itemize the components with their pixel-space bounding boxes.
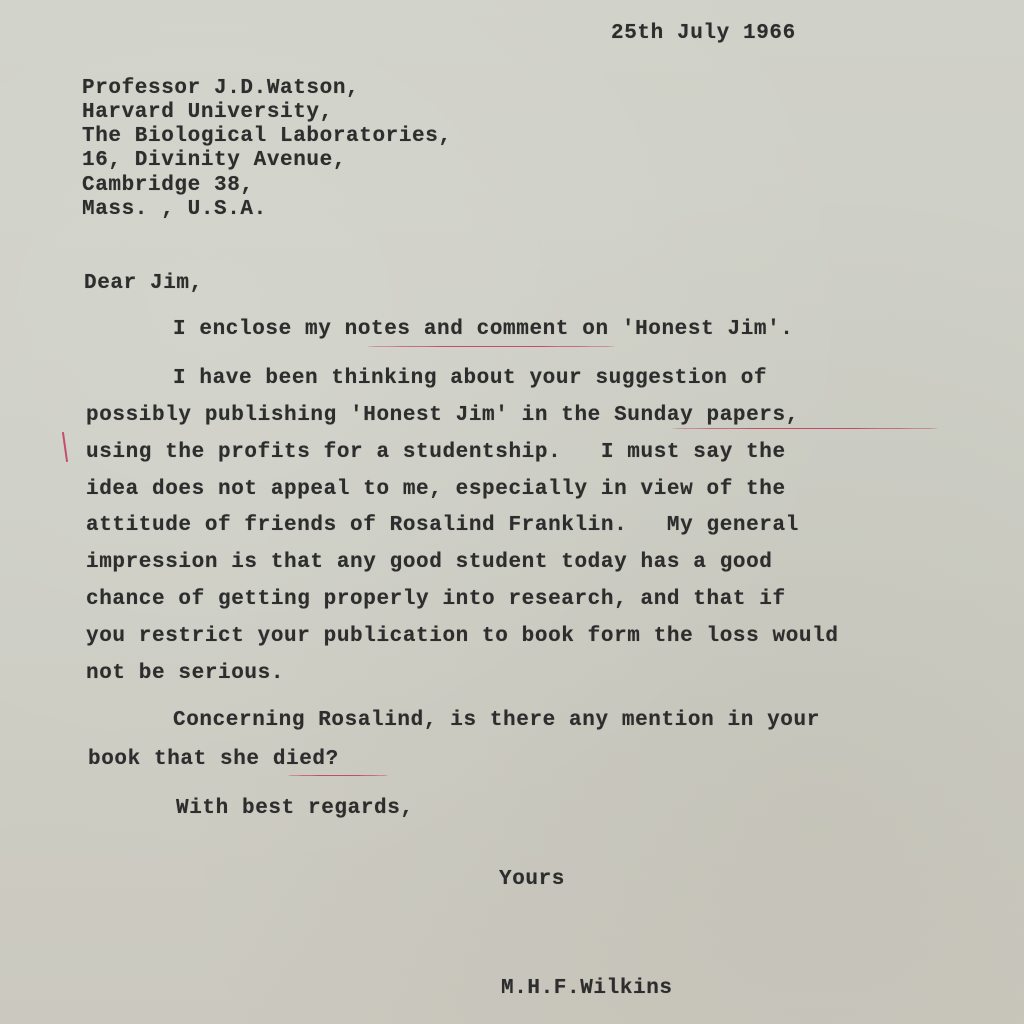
body-line-2: I have been thinking about your suggestion of	[173, 367, 768, 390]
body-line-10: not be serious.	[86, 662, 285, 685]
address-line-5: Cambridge 38,	[82, 174, 254, 197]
valediction: Yours	[499, 868, 566, 891]
address-line-4: 16, Divinity Avenue,	[82, 149, 347, 172]
annotation-underline-sunday-papers	[672, 428, 938, 429]
salutation: Dear Jim,	[84, 272, 203, 295]
body-line-8: chance of getting properly into research, and that if	[86, 588, 786, 611]
body-line-11: Concerning Rosalind, is there any mention in your	[173, 709, 820, 732]
signature-name: M.H.F.Wilkins	[501, 977, 673, 1000]
body-line-4: using the profits for a studentship. I must say the	[86, 441, 786, 464]
body-line-6: attitude of friends of Rosalind Franklin. My general	[86, 514, 799, 537]
body-line-12: book that she died?	[88, 748, 339, 771]
body-line-1: I enclose my notes and comment on 'Honest Jim'.	[173, 318, 794, 341]
annotation-underline-died	[288, 775, 388, 776]
annotation-underline-notes	[367, 346, 615, 347]
closing: With best regards,	[176, 797, 414, 820]
body-line-7: impression is that any good student today has a good	[86, 551, 773, 574]
letter-date: 25th July 1966	[611, 22, 796, 45]
address-line-3: The Biological Laboratories,	[82, 125, 452, 148]
address-line-2: Harvard University,	[82, 101, 333, 124]
body-line-3: possibly publishing 'Honest Jim' in the Sunday papers,	[86, 404, 799, 427]
address-line-6: Mass. , U.S.A.	[82, 198, 267, 221]
body-line-9: you restrict your publication to book form the loss would	[86, 625, 839, 648]
annotation-margin-mark	[62, 432, 68, 462]
address-line-1: Professor J.D.Watson,	[82, 77, 360, 100]
body-line-5: idea does not appeal to me, especially in view of the	[86, 478, 786, 501]
